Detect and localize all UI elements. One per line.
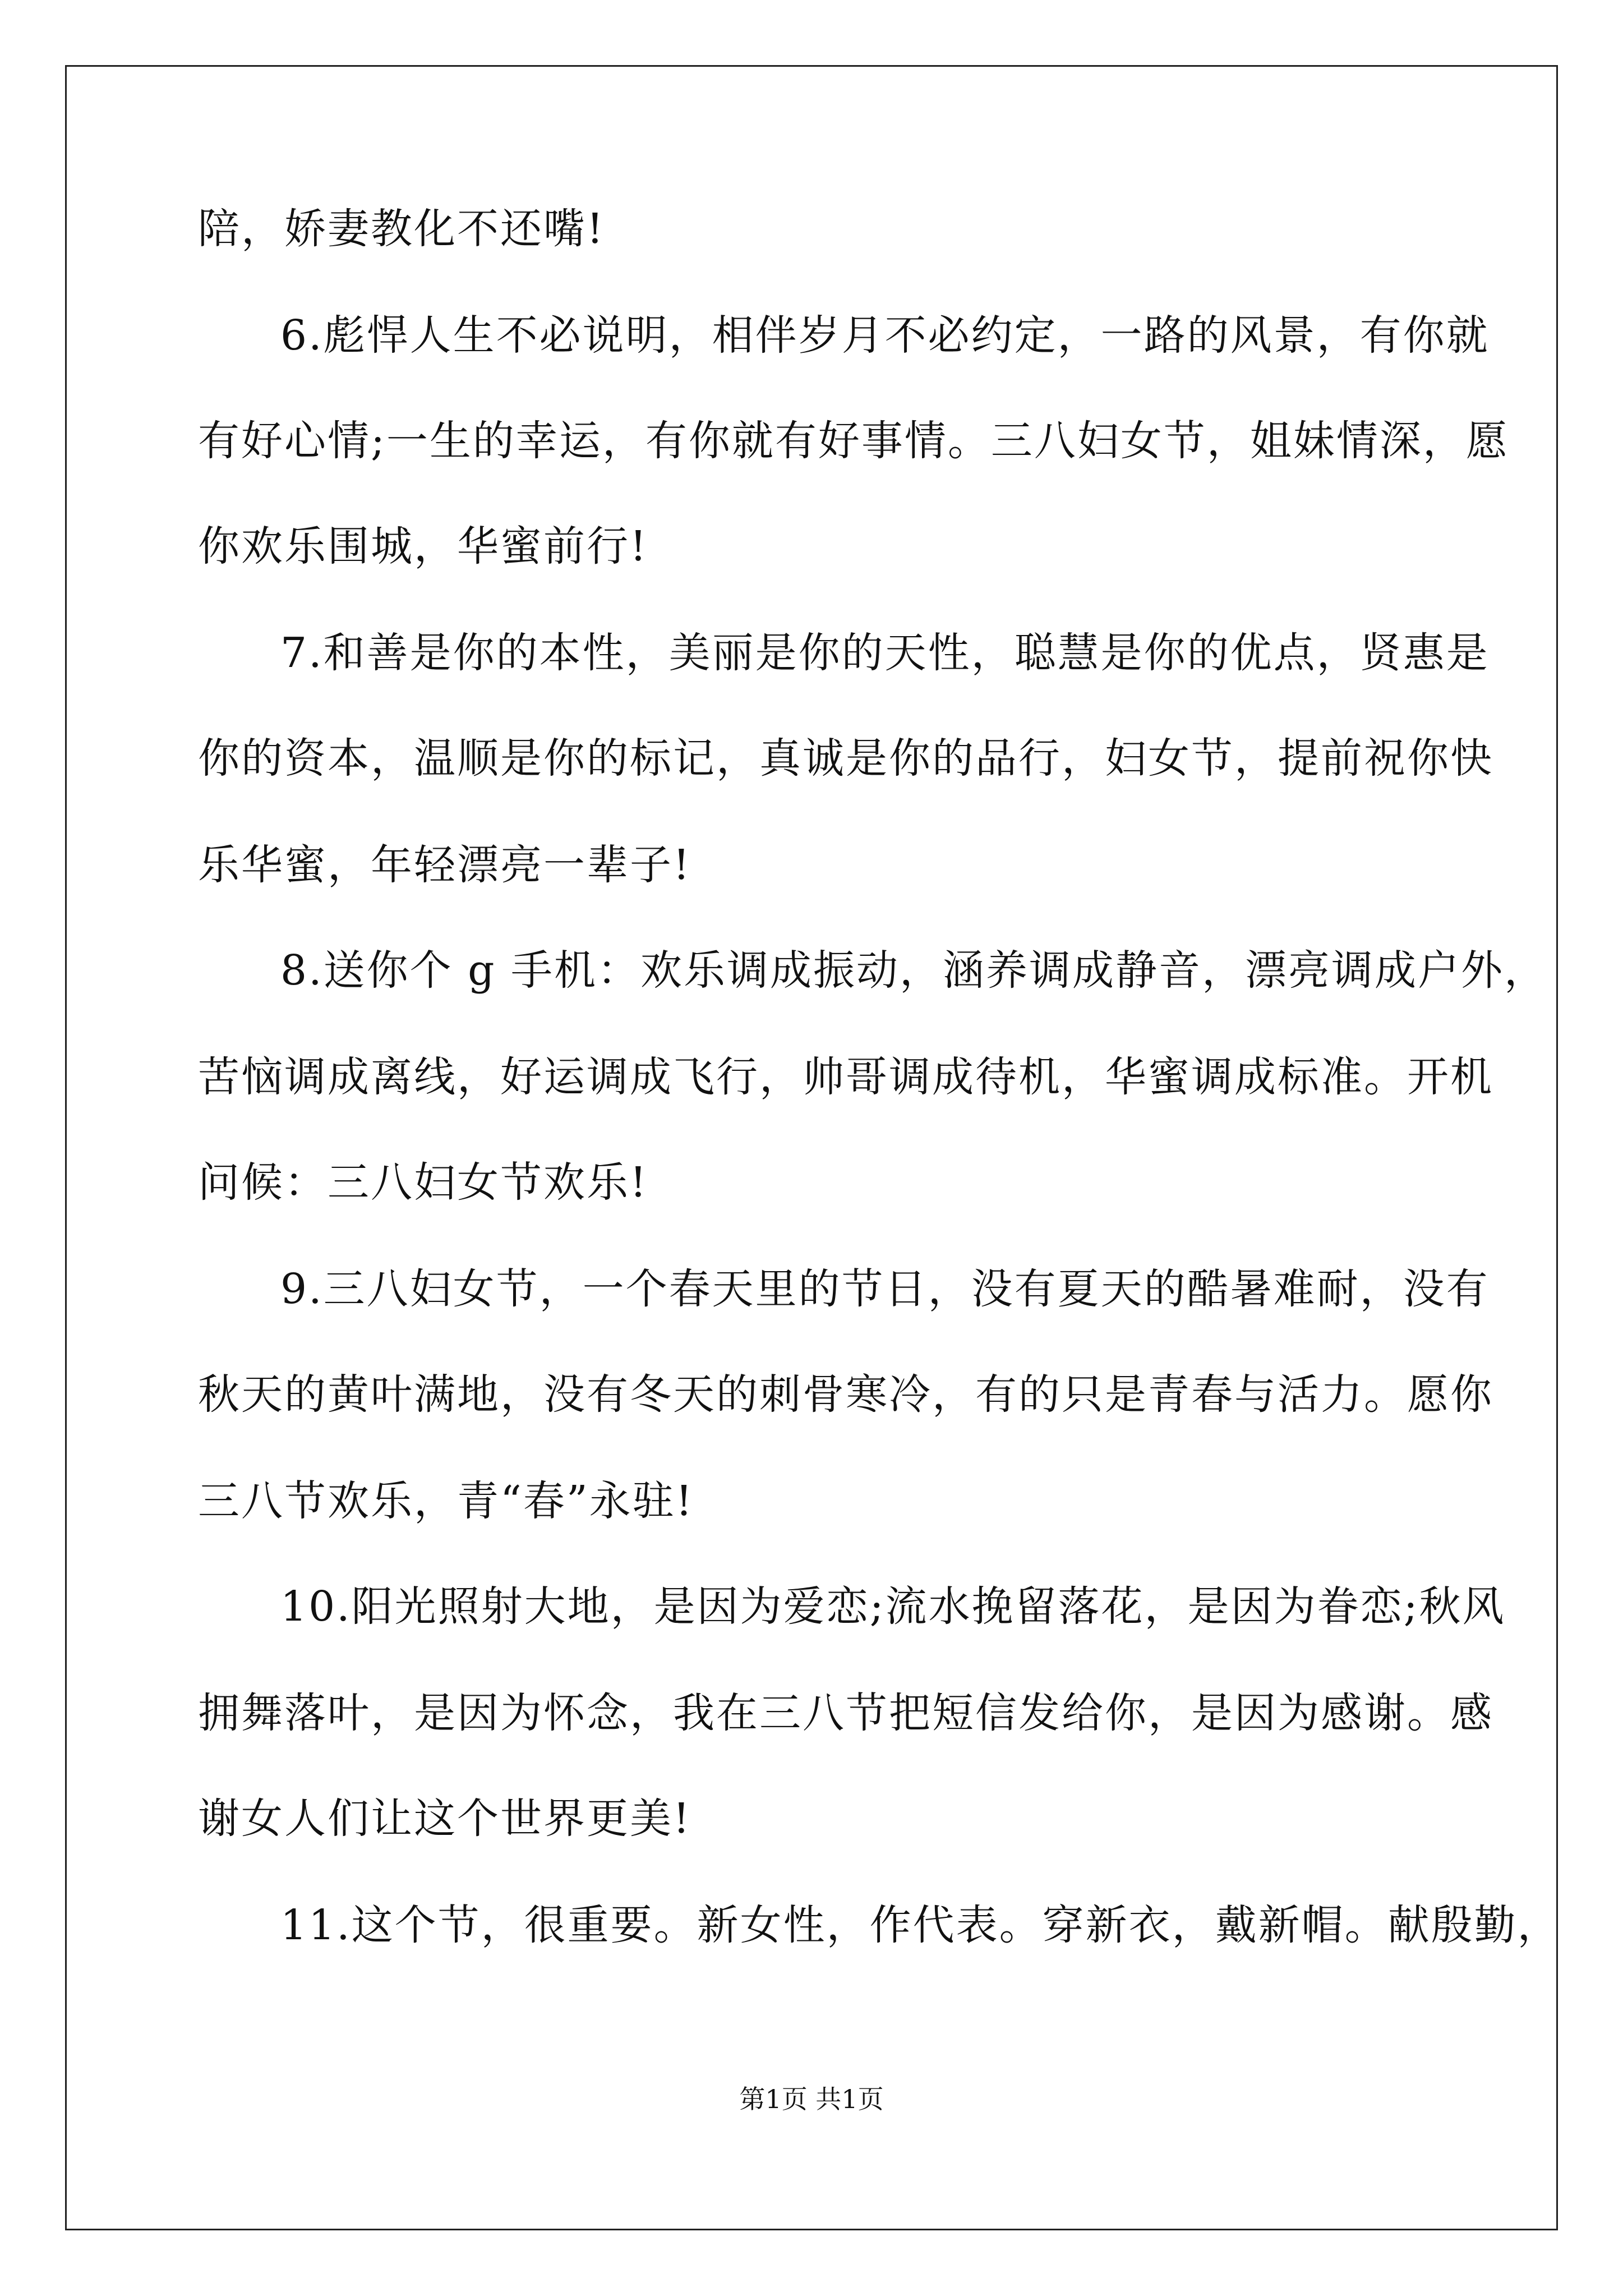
text-line-17: 11.这个节，很重要。新女性，作代表。穿新衣，戴新帽。献殷勤， <box>280 1901 1561 1949</box>
text-line-4: 你欢乐围城，华蜜前行! <box>198 522 648 570</box>
text-line-13: 三八节欢乐，青“春”永驻! <box>198 1477 694 1525</box>
text-line-12: 秋天的黄叶满地，没有冬天的刺骨寒冷，有的只是青春与活力。愿你 <box>198 1370 1493 1419</box>
text-line-7: 乐华蜜，年轻漂亮一辈子! <box>198 841 691 889</box>
text-line-11: 9.三八妇女节，一个春天里的节日，没有夏天的酷暑难耐，没有 <box>280 1265 1490 1313</box>
text-line-15: 拥舞落叶，是因为怀念，我在三八节把短信发给你，是因为感谢。感 <box>198 1689 1493 1737</box>
text-line-1: 陪，娇妻教化不还嘴! <box>198 205 605 253</box>
text-line-14: 10.阳光照射大地，是因为爱恋;流水挽留落花，是因为眷恋;秋风 <box>280 1582 1506 1631</box>
text-line-8: 8.送你个 g 手机：欢乐调成振动，涵养调成静音，漂亮调成户外， <box>280 946 1548 995</box>
text-line-10: 问候：三八妇女节欢乐! <box>198 1158 648 1207</box>
text-line-3: 有好心情;一生的幸运，有你就有好事情。三八妇女节，姐妹情深，愿 <box>198 417 1509 465</box>
text-line-9: 苦恼调成离线，好运调成飞行，帅哥调成待机，华蜜调成标准。开机 <box>198 1053 1493 1101</box>
page-footer: 第1页 共1页 <box>739 2084 884 2114</box>
text-line-5: 7.和善是你的本性，美丽是你的天性，聪慧是你的优点，贤惠是 <box>280 629 1490 677</box>
text-line-2: 6.彪悍人生不必说明，相伴岁月不必约定，一路的风景，有你就 <box>280 311 1490 360</box>
text-line-6: 你的资本，温顺是你的标记，真诚是你的品行，妇女节，提前祝你快 <box>198 734 1493 783</box>
text-line-16: 谢女人们让这个世界更美! <box>198 1795 691 1843</box>
